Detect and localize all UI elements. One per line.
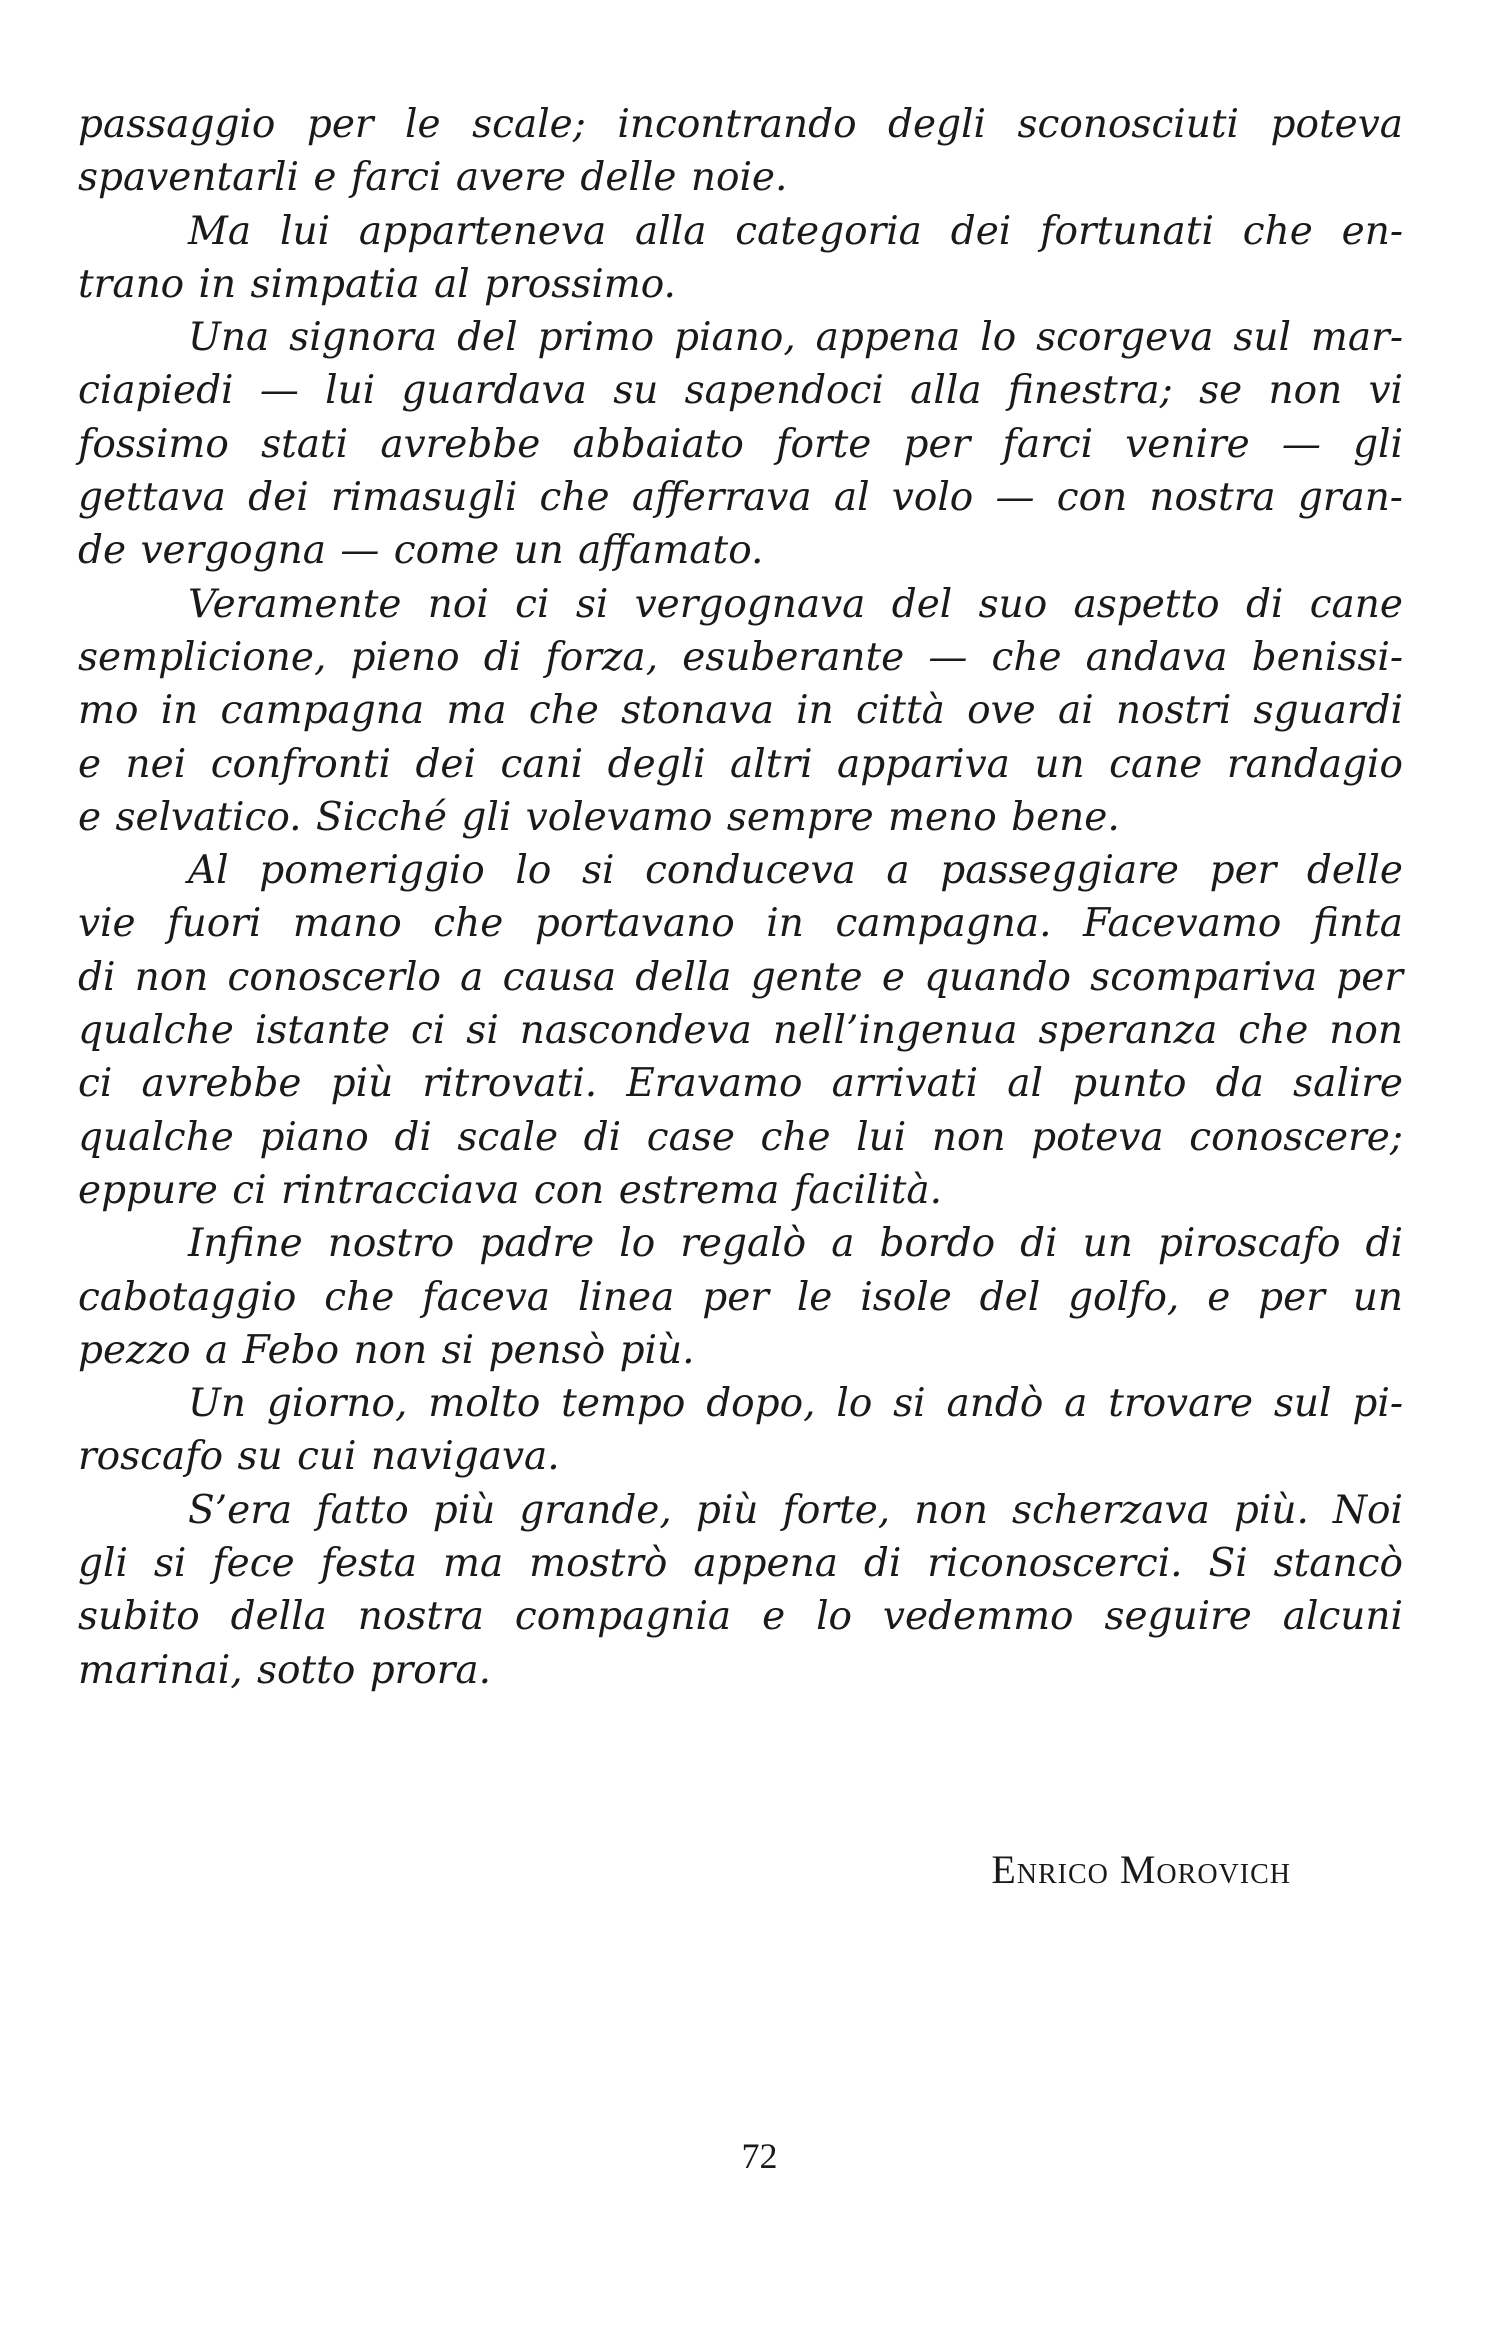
text-line: e nei confronti dei cani degli altri appariva un cane randagio [78,741,1403,787]
text-line: passaggio per le scale; incontrando degli sconosciuti poteva [78,102,1403,147]
text-line: qualche istante ci si nascondeva nell’ingenua speranza che non [78,1008,1403,1054]
text-line: Veramente noi ci si vergognava del suo aspetto di cane [188,581,1403,627]
text-line: Ma lui apparteneva alla categoria dei fortunati che en- [188,208,1403,254]
text-line: e selvatico. Sicché gli volevamo sempre meno bene. [78,794,1120,840]
text-line: Un giorno, molto tempo dopo, lo si andò a trovare sul pi- [188,1381,1403,1427]
text-line: fossimo stati avrebbe abbaiato forte per farci venire — gli [78,421,1403,467]
text-line: vie fuori mano che portavano in campagna. Facevamo finta [78,901,1403,947]
text-line: Una signora del primo piano, appena lo scorgeva sul mar- [188,315,1403,361]
author-signature: Enrico Morovich [991,1847,1291,1892]
text-line: Infine nostro padre lo regalò a bordo di un piroscafo di [188,1221,1403,1267]
text-line: di non conoscerlo a causa della gente e quando scompariva per [78,954,1403,1000]
page-number: 72 [741,2136,778,2176]
body-text [78,98,1403,1697]
text-line: trano in simpatia al prossimo. [78,261,676,307]
text-line: qualche piano di scale di case che lui non poteva conoscere; [78,1114,1403,1160]
text-line: gli si fece festa ma mostrò appena di riconoscerci. Si stancò [78,1541,1403,1587]
text-line: subito della nostra compagnia e lo vedemmo seguire alcuni [78,1594,1403,1640]
text-line: roscafo su cui navigava. [78,1434,560,1480]
text-line: Al pomeriggio lo si conduceva a passeggiare per delle [188,848,1403,894]
text-line: ci avrebbe più ritrovati. Eravamo arrivati al punto da salire [78,1061,1403,1107]
text-line: mo in campagna ma che stonava in città ove ai nostri sguardi [78,688,1403,734]
text-line: gettava dei rimasugli che afferrava al volo — con nostra gran- [78,475,1403,521]
text-line: S’era fatto più grande, più forte, non scherzava più. Noi [188,1487,1403,1533]
text-line: pezzo a Febo non si pensò più. [78,1327,695,1373]
text-line: spaventarli e farci avere delle noie. [78,155,788,201]
text-line: de vergogna — come un affamato. [78,528,764,574]
text-line: cabotaggio che faceva linea per le isole del golfo, e per un [78,1274,1403,1320]
text-line: marinai, sotto prora. [78,1647,492,1693]
text-line: ciapiedi — lui guardava su sapendoci alla finestra; se non vi [78,368,1403,414]
text-line: semplicione, pieno di forza, esuberante — che andava benissi- [78,634,1403,680]
text-line: eppure ci rintracciava con estrema facilità. [78,1167,943,1213]
